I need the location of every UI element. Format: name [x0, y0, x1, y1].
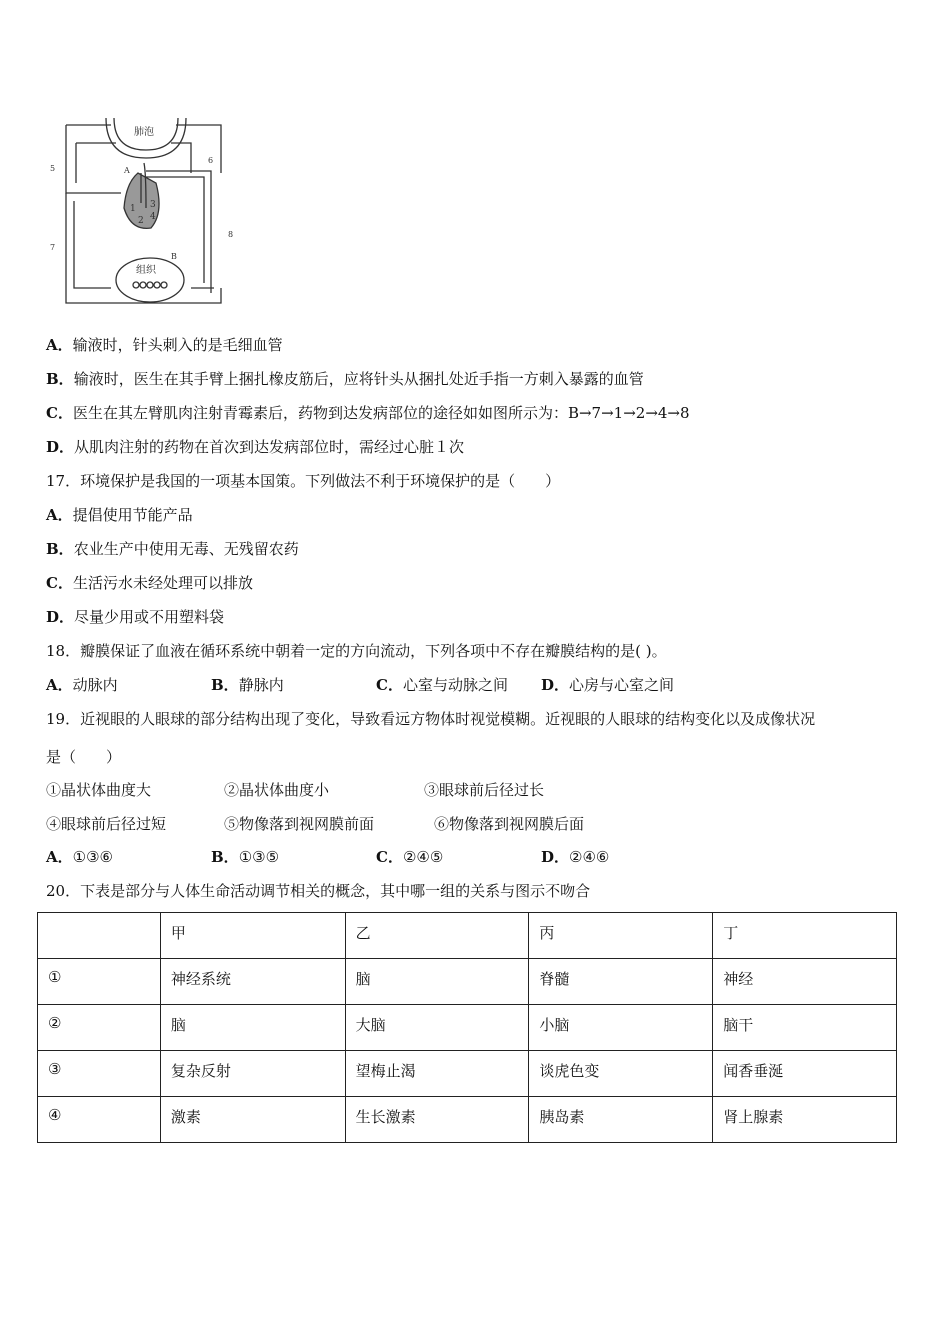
q19-stem: 19．近视眼的人眼球的部分结构出现了变化，导致看远方物体时视觉模糊。近视眼的人眼球的结构变化以及成像状况 [46, 710, 816, 728]
concept-table [37, 912, 897, 1143]
svg-text:6: 6 [208, 156, 214, 165]
q18-options: A．动脉内 B．静脉内 C．心室与动脉之间 D．心房与心室之间 [46, 676, 675, 694]
q18-stem: 18．瓣膜保证了血液在循环系统中朝着一定的方向流动，下列各项中不存在瓣膜结构的是( )。 [46, 642, 667, 660]
svg-text:B: B [171, 252, 177, 261]
q16-option-d: D．从肌肉注射的药物在首次到达发病部位时，需经过心脏１次 [46, 438, 465, 456]
q17-stem: 17．环境保护是我国的一项基本国策。下列做法不利于环境保护的是（ ） [46, 472, 561, 490]
tissue-label: 组织 [136, 265, 156, 276]
svg-text:2: 2 [138, 216, 144, 226]
svg-text:5: 5 [50, 164, 56, 173]
svg-text:1: 1 [130, 204, 136, 214]
q17-option-c: C．生活污水未经处理可以排放 [46, 574, 253, 592]
svg-text:4: 4 [150, 212, 156, 222]
svg-text:3: 3 [150, 200, 156, 210]
q16-option-c: C．医生在其左臂肌肉注射青霉素后，药物到达发病部位的途径如如图所示为：B→7→1→2→4→8 [46, 404, 690, 422]
table-row: ③ 复杂反射 望梅止渴 谈虎色变 闻香垂涎 [38, 1051, 897, 1097]
q19-stem-cont: 是（ ） [46, 748, 122, 766]
table-row: ④ 激素 生长激素 胰岛素 肾上腺素 [38, 1097, 897, 1143]
q17-option-b: B．农业生产中使用无毒、无残留农药 [46, 540, 299, 558]
table-row: ② 脑 大脑 小脑 脑干 [38, 1005, 897, 1051]
q19-options: A．①③⑥ B．①③⑤ C．②④⑤ D．②④⑥ [46, 848, 610, 866]
q16-option-b: B．输液时，医生在其手臂上捆扎橡皮筋后，应将针头从捆扎处近手指一方刺入暴露的血管 [46, 370, 644, 388]
q19-items-row2: ④眼球前后径过短 ⑤物像落到视网膜前面 ⑥物像落到视网膜后面 [46, 815, 585, 833]
svg-text:7: 7 [50, 243, 56, 252]
table-header-row: 甲 乙 丙 丁 [38, 913, 897, 959]
table-row: ① 神经系统 脑 脊髓 神经 [38, 959, 897, 1005]
q17-option-d: D．尽量少用或不用塑料袋 [46, 608, 225, 626]
svg-text:8: 8 [228, 230, 234, 239]
circulation-diagram [46, 113, 246, 308]
alveoli-label: 肺泡 [134, 127, 154, 138]
q17-option-a: A．提倡使用节能产品 [46, 506, 193, 524]
q19-items-row1: ①晶状体曲度大 ②晶状体曲度小 ③眼球前后径过长 [46, 781, 545, 799]
q20-stem: 20．下表是部分与人体生命活动调节相关的概念，其中哪一组的关系与图示不吻合 [46, 882, 591, 900]
q16-option-a: A．输液时，针头刺入的是毛细血管 [46, 336, 283, 354]
svg-text:A: A [124, 166, 130, 175]
